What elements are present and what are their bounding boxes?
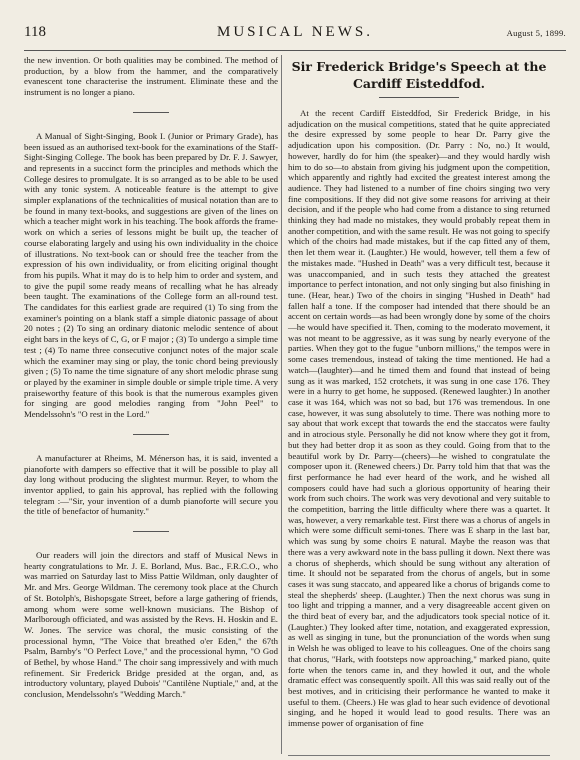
right-column bbox=[288, 55, 550, 729]
column-divider bbox=[281, 55, 282, 754]
headline-rule bbox=[379, 97, 459, 98]
article-body: At the recent Cardiff Eisteddfod, Sir Frederick Bridge, in his adjudication on the musical competitions, stated that he quite appreciated the desire expressed by some people to hear Dr. Parry give the adjudication upon his composition. (Dr. Parry : No, no.) It would, however, hardly do for him (the speaker)—and they would hardly wish him to do so—to abstain from giving his judgment upon the competition, which apparently and rightly had excited the greatest interest among the audience. They had listened to a number of fine choirs singing two very fine compositions. If they did not give some reasons for arriving at their decision, and if the people who had come from a distance to sing returned thinking they had made no mistakes, they would probably repeat them in another competition, and with the same result. He was not going to specify which of the choirs had made mistakes, but if the cap fitted any of them, then let them wear it. (Laughter.) He would, however, tell them a few of the mistakes made. "Hushed in Death" was a very difficult test, because it was unaccompanied, and in such tests they attached the greatest importance to perfect intonation, and not only singing but also finishing in tune. (Hear, hear.) Two of the choirs in singing "Hushed in Death" had fallen half a tone. If the composer had intended that there should be an accent on certain words—as had been wrongly done by some of the choirs—he would have specified it. Then, coming to the moderato movement, it was not meant to be aggressive, as it was sung by nearly everyone of the parties. When they got to the fugue "unborn millions," the tempos were in some cases tremendous, instead of taking the time mentioned. He had a watch—(laughter)—and he timed them and found that instead of being sung as it was marked, 152 crotchets, it was sung in one case 176. They were in a hurry to get home, he supposed. (Renewed laughter.) In another case it was 164, which was not so bad, but 176 was tremendous. In one case, however, it was sung absolutely to time. There was nothing more to say about that work except that towards the end the staccatos were faulty and in atrocious style. Personally he did not know where they got it from, but they had better drop it as soon as they could. Going from that to the beautiful work by Dr. Parry—(cheers)—he wished to congratulate the composer upon it. (Renewed cheers.) Dr. Parry told him that that was the first performance he had ever heard of the work, and he wished all composers could have had such a glorious opportunity of hearing their work from such choirs. The work was very devotional and very suitable to the competition, barring the little difficulty where there was a quartet. It was, however, a very remarkable test. First there was a chorus of angels in which were some difficult semi-tones. There was E sharp in the last bar, which was sung by some choirs E natural. Maybe the reason was that there was a very awkward note in the bass pulling it down. Next there was a chorus of shepherds, which should be sung without any alteration of time. It should not be separated from the chorus of angels, but in some cases it was sung staccato, and appeared like a chorus of brigands come to steal the shepherds' sheep. (Laughter.) Then the next chorus was sung in too light and tripping a manner, and a very disagreeable accent given on the third beat of every bar, and the adjudicators took special notice of it. (Laughter.) They looked after time, notation, and exaggerated expression, as well as singing in tune, but the pronunciation of the words when sung in Welsh he was obliged to leave to his colleagues. One of the choirs sang that chorus, "Hark, with footsteps now approaching," marked piano, quite forte when the tenors came in, and they howled it out, and the whole dramatic effect was consequently spoilt. All this was said really out of the best motives, and in criticising their performance he wanted to make it useful to them. (Cheers.) He was glad to hear such evidence of devotional singing, and he hoped it would lead to good results. There was an immense power of organisation of fine bbox=[288, 108, 550, 729]
header-rule bbox=[24, 50, 566, 51]
paragraph-invention-end: the new invention. Or both qualities may be combined. The method of production, by a blow from the hammer, and the comparatively evanescent tone characterise the instrument. Eliminate these and the instrument is no longer a piano. bbox=[24, 55, 278, 98]
paragraph-borland-wedding: Our readers will join the directors and staff of Musical News in hearty congratulations to Mr. J. E. Borland, Mus. Bac., F.R.C.O., who was married on Saturday last to Miss Pattie Wildman, only daughter of Mr. and Mrs. George Wildman. The ceremony took place at the Church of St. Botolph's, Bishopsgate Street, before a large gathering of friends, among whom were some well-known musicians. The Bishop of Marlborough officiated, and was assisted by the Revs. H. Hoskin and E. W. Jones. The service was choral, the music consisting of the processional hymn, "The Voice that breathed o'er Eden," the 67th Psalm, Barnby's "O Perfect Love," and the processional hymn, "O God of Bethel, by whose Hand." The choir sang impressively and with much refinement. Sir Frederick Bridge presided at the organ, and, as introductory voluntary, played Dubois' "Cantilène Nuptiale," and, at the conclusion, Mendelssohn's "Wedding March." bbox=[24, 550, 278, 700]
issue-date: August 5, 1899. bbox=[506, 28, 566, 38]
bottom-rule bbox=[288, 755, 550, 756]
headline-line-2: Cardiff Eisteddfod. bbox=[352, 76, 486, 91]
section-separator bbox=[133, 531, 169, 532]
paragraph-sight-singing-manual: A Manual of Sight-Singing, Book I. (Junior or Primary Grade), has been issued as an authorised text-book for the examinations of the Staff-Sight-Singing College. The book has been prepared by Dr. F. J. Sawyer, and represents in a succinct form the principles and methods which the College desires to promulgate. It is so arranged as to be able to be used with any tonic system. A noticeable feature is the attempt to give simpler explanations of the technicalities of musical notation than are to be found in many text-books, and suggestions are given of the lines on which a teacher might work in his teaching. The book affords the frame-work on which a series of lessons might be built up, the teacher of course elaborating largely and using his own individuality in the choice of illustrations. No text-book can or should free the teacher from the expression of his own individuality, or from eliciting original thought from his pupils. What it may do is to help him to order and system, and to give the pupil some ready means of recalling what he has already been taught. The examinations of the College form an all-round test. The candidates for this earliest grade are required (1) To sing from the examiner's pointing on a blank staff a simple diatonic passage of about 20 notes ; (2) To sing an ordinary diatonic melodic sentence of about eight bars in the keys of C, G, or F major ; (3) To undergo a simple time test ; (4) To name three consecutive conjunct notes of the major scale which the examiner may sing or play, the tonic chord being previously given ; (5) To name the time signature of any short melodic phrase sung or played by the examiner in simple double or simple triple time. A very praiseworthy feature of this book is that the numerous examples given for singing are good melodies ranging from "John Peel" to Mendelssohn's "O rest in the Lord." bbox=[24, 130, 278, 420]
page-header bbox=[24, 22, 566, 44]
page-number: 118 bbox=[24, 24, 46, 40]
headline-line-1: Sir Frederick Bridge's Speech at the bbox=[291, 59, 547, 74]
section-separator bbox=[133, 112, 169, 113]
section-separator bbox=[133, 434, 169, 435]
left-column bbox=[24, 55, 278, 700]
article-headline bbox=[288, 59, 550, 91]
publication-title: MUSICAL NEWS. bbox=[217, 24, 373, 40]
paragraph-dumb-pianoforte: A manufacturer at Rheims, M. Ménerson has, it is said, invented a pianoforte with dampers so effective that it will be possible to play all day long without producing the slightest murmur. Reyer, to whom the inventor applied, to gain his approval, has replied with the following telegram :—"Sir, your invention of a dumb pianoforte will secure you the title of benefactor of humanity." bbox=[24, 452, 278, 517]
